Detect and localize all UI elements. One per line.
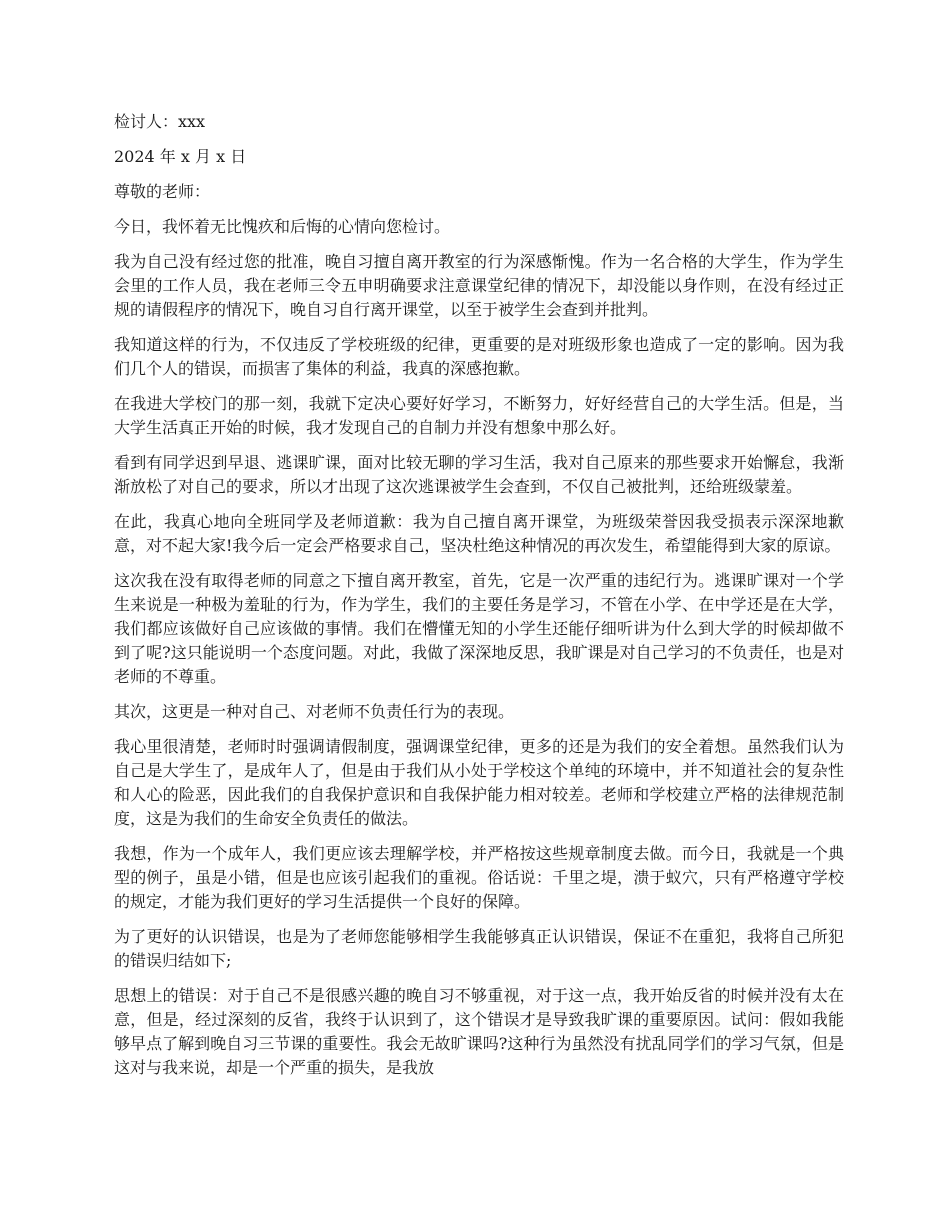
- paragraph: 我心里很清楚，老师时时强调请假制度，强调课堂纪律，更多的还是为我们的安全着想。虽然我们认为自己是大学生了，是成年人了，但是由于我们从小处于学校这个单纯的环境中，并不知道社会的复杂性和人心的险恶，因此我们的自我保护意识和自我保护能力相对较差。老师和学校建立严格的法律规范制度，这是为我们的生命安全负责任的做法。: [114, 737, 844, 828]
- paragraph: 在此，我真心地向全班同学及老师道歉：我为自己擅自离开课堂，为班级荣誉因我受损表示深深地歉意，对不起大家!我今后一定会严格要求自己，坚决杜绝这种情况的再次发生，希望能得到大家的原谅。: [114, 512, 844, 555]
- salutation: 尊敬的老师：: [114, 182, 211, 201]
- paragraph: 这次我在没有取得老师的同意之下擅自离开教室，首先，它是一次严重的违纪行为。逃课旷课对一个学生来说是一种极为羞耻的行为，作为学生，我们的主要任务是学习，不管在小学、在中学还是在大学，我们都应该做好自己应该做的事情。我们在懵懂无知的小学生还能仔细听讲为什么到大学的时候却做不到了呢?这只能说明一个态度问题。对此，我做了深深地反思，我旷课是对自己学习的不负责任，也是对老师的不尊重。: [114, 571, 844, 686]
- paragraph: 在我进大学校门的那一刻，我就下定决心要好好学习，不断努力，好好经营自己的大学生活。但是，当大学生活真正开始的时候，我才发现自己的自制力并没有想象中那么好。: [114, 394, 844, 437]
- paragraph: 其次，这更是一种对自己、对老师不负责任行为的表现。: [114, 702, 515, 721]
- paragraph: 思想上的错误：对于自己不是很感兴趣的晚自习不够重视，对于这一点，我开始反省的时候并没有太在意，但是，经过深刻的反省，我终于认识到了，这个错误才是导致我旷课的重要原因。试问：假如我能够早点了解到晚自习三节课的重要性。我会无故旷课吗?这种行为虽然没有扰乱同学们的学习气氛，但是这对与我来说，却是一个严重的损失，是我放: [114, 986, 844, 1077]
- date-line: 2024 年 x 月 x 日: [114, 147, 247, 166]
- paragraph: 我想，作为一个成年人，我们更应该去理解学校，并严格按这些规章制度去做。而今日，我就是一个典型的例子，虽是小错，但是也应该引起我们的重视。俗话说：千里之堤，溃于蚁穴，只有严格遵守学校的规定，才能为我们更好的学习生活提供一个良好的保障。: [114, 844, 844, 911]
- author-line: 检讨人：xxx: [114, 112, 206, 131]
- paragraph: 为了更好的认识错误，也是为了老师您能够相学生我能够真正认识错误，保证不在重犯，我将自己所犯的错误归结如下;: [114, 927, 844, 970]
- paragraph: 我为自己没有经过您的批准，晚自习擅自离开教室的行为深感惭愧。作为一名合格的大学生，作为学生会里的工作人员，我在老师三令五申明确要求注意课堂纪律的情况下，却没能以身作则，在没有经过正规的请假程序的情况下，晚自习自行离开课堂，以至于被学生会查到并批判。: [114, 252, 844, 319]
- paragraph: 今日，我怀着无比愧疚和后悔的心情向您检讨。: [114, 217, 451, 236]
- paragraph: 看到有同学迟到早退、逃课旷课，面对比较无聊的学习生活，我对自己原来的那些要求开始懈怠，我渐渐放松了对自己的要求，所以才出现了这次逃课被学生会查到，不仅自己被批判，还给班级蒙羞。: [114, 453, 844, 496]
- paragraph: 我知道这样的行为，不仅违反了学校班级的纪律，更重要的是对班级形象也造成了一定的影响。因为我们几个人的错误，而损害了集体的利益，我真的深感抱歉。: [114, 335, 844, 378]
- letter-body: [114, 110, 844, 1091]
